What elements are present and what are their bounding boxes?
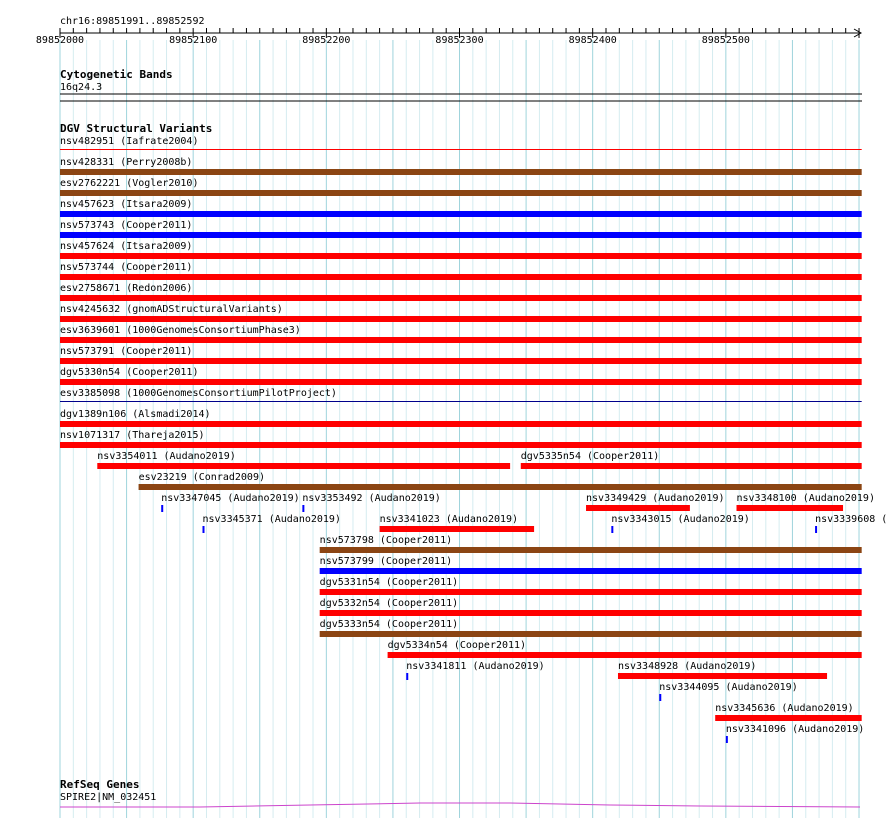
dgv-feature-bar xyxy=(60,253,862,259)
dgv-feature-label: dgv5331n54 (Cooper2011) xyxy=(319,577,459,588)
dgv-feature-bar xyxy=(60,401,862,402)
ruler-tick-label: 89852000 xyxy=(35,35,85,46)
dgv-feature-bar xyxy=(380,526,534,532)
dgv-feature[interactable] xyxy=(521,451,862,469)
dgv-feature-label: nsv3348928 (Audano2019) xyxy=(617,661,757,672)
dgv-feature-bar xyxy=(659,694,661,701)
dgv-feature[interactable] xyxy=(715,703,861,721)
dgv-feature-label: nsv3348100 (Audano2019) xyxy=(736,493,875,504)
dgv-feature-bar xyxy=(815,526,817,533)
dgv-feature-bar xyxy=(161,505,163,512)
track-title-cytogenetic-bands: Cytogenetic Bands xyxy=(60,68,173,81)
dgv-feature-bar xyxy=(97,463,510,469)
dgv-feature-bar xyxy=(139,484,862,490)
ruler-tick-label: 89852100 xyxy=(169,35,218,46)
dgv-feature-bar xyxy=(586,505,690,511)
dgv-feature[interactable] xyxy=(726,724,864,743)
dgv-feature-bar xyxy=(406,673,408,680)
dgv-feature-bar xyxy=(60,316,862,322)
dgv-feature-label: esv2758671 (Redon2006) xyxy=(60,283,193,294)
dgv-feature-label: nsv3354011 (Audano2019) xyxy=(97,451,236,462)
dgv-feature-bar xyxy=(388,652,862,658)
dgv-feature-bar xyxy=(320,610,862,616)
dgv-feature[interactable] xyxy=(60,346,862,364)
dgv-feature[interactable] xyxy=(97,451,510,469)
dgv-feature[interactable] xyxy=(60,178,862,196)
dgv-feature[interactable] xyxy=(320,556,862,574)
dgv-features xyxy=(60,136,887,743)
dgv-feature[interactable] xyxy=(302,493,440,512)
dgv-feature-bar xyxy=(60,149,862,150)
dgv-feature[interactable] xyxy=(60,199,862,217)
dgv-feature[interactable] xyxy=(60,430,862,448)
dgv-feature-bar xyxy=(60,211,862,217)
dgv-feature-bar xyxy=(60,232,862,238)
ruler-tick-label: 89852300 xyxy=(435,35,484,46)
dgv-feature-bar xyxy=(715,715,861,721)
dgv-feature-bar xyxy=(60,358,862,364)
dgv-feature-label: nsv3349429 (Audano2019) xyxy=(586,493,725,504)
dgv-feature-bar xyxy=(618,673,827,679)
dgv-feature-label: nsv3341023 (Audano2019) xyxy=(379,514,519,525)
dgv-feature-bar xyxy=(202,526,204,533)
gene-label: SPIRE2|NM_032451 xyxy=(60,792,157,803)
dgv-feature[interactable] xyxy=(815,514,887,533)
dgv-feature-label: dgv5330n54 (Cooper2011) xyxy=(60,367,199,378)
dgv-feature-label: esv23219 (Conrad2009) xyxy=(138,472,266,483)
dgv-feature-label: nsv1071317 (Thareja2015) xyxy=(60,430,205,441)
dgv-feature[interactable] xyxy=(320,535,862,553)
dgv-feature-bar xyxy=(60,295,862,301)
dgv-feature[interactable] xyxy=(60,241,862,259)
dgv-structural-variants-track[interactable] xyxy=(60,122,887,743)
dgv-feature-label: dgv5333n54 (Cooper2011) xyxy=(319,619,459,630)
dgv-feature-label: nsv457623 (Itsara2009) xyxy=(60,199,193,210)
dgv-feature-label: dgv1389n106 (Alsmadi2014) xyxy=(60,409,211,420)
dgv-feature-bar xyxy=(60,337,862,343)
dgv-feature-bar xyxy=(320,631,862,637)
dgv-feature[interactable] xyxy=(60,220,862,238)
dgv-feature[interactable] xyxy=(60,157,862,175)
dgv-feature[interactable] xyxy=(380,514,534,532)
dgv-feature-label: nsv3343015 (Audano2019) xyxy=(611,514,750,525)
dgv-feature-label: nsv3353492 (Audano2019) xyxy=(302,493,441,504)
dgv-feature-bar xyxy=(521,463,862,469)
dgv-feature[interactable] xyxy=(320,598,862,616)
track-title-refseq: RefSeq Genes xyxy=(60,778,140,791)
dgv-feature-bar xyxy=(320,547,862,553)
dgv-feature-bar xyxy=(60,190,862,196)
dgv-feature-label: nsv3345371 (Audano2019) xyxy=(202,514,341,525)
dgv-feature-label: nsv3339608 ( xyxy=(815,514,888,525)
dgv-feature-bar xyxy=(611,526,613,533)
dgv-feature[interactable] xyxy=(659,682,797,701)
dgv-feature[interactable] xyxy=(60,262,862,280)
dgv-feature-bar xyxy=(726,736,728,743)
dgv-feature-label: esv2762221 (Vogler2010) xyxy=(60,178,199,189)
location-label: chr16:89851991..89852592 xyxy=(60,16,205,27)
dgv-feature[interactable] xyxy=(202,514,340,533)
track-title-dgv: DGV Structural Variants xyxy=(60,122,213,135)
dgv-feature[interactable] xyxy=(60,409,862,427)
dgv-feature-label: esv3385098 (1000GenomesConsortiumPilotProject) xyxy=(60,388,337,399)
dgv-feature-label: nsv573744 (Cooper2011) xyxy=(60,262,193,273)
dgv-feature[interactable] xyxy=(320,619,862,637)
dgv-feature-label: nsv3345636 (Audano2019) xyxy=(715,703,854,714)
dgv-feature-label: nsv4245632 (gnomADStructuralVariants) xyxy=(60,304,283,315)
dgv-feature-label: nsv3341096 (Audano2019) xyxy=(725,724,865,735)
dgv-feature[interactable] xyxy=(406,661,544,680)
dgv-feature[interactable] xyxy=(586,493,724,511)
dgv-feature-bar xyxy=(320,589,862,595)
dgv-feature-bar xyxy=(320,568,862,574)
dgv-feature-label: dgv5335n54 (Cooper2011) xyxy=(520,451,660,462)
dgv-feature[interactable] xyxy=(60,367,862,385)
dgv-feature-label: nsv573743 (Cooper2011) xyxy=(60,220,193,231)
ruler-ticks xyxy=(36,28,859,46)
ruler-tick-label: 89852400 xyxy=(568,35,617,46)
dgv-feature-label: nsv573798 (Cooper2011) xyxy=(319,535,453,546)
dgv-feature-bar xyxy=(737,505,844,511)
dgv-feature-label: nsv3347045 (Audano2019) xyxy=(161,493,300,504)
dgv-feature-label: nsv573799 (Cooper2011) xyxy=(319,556,453,567)
dgv-feature-bar xyxy=(60,169,862,175)
dgv-feature[interactable] xyxy=(60,283,862,301)
dgv-feature-label: nsv3344095 (Audano2019) xyxy=(659,682,798,693)
dgv-feature[interactable] xyxy=(320,577,862,595)
dgv-feature[interactable] xyxy=(737,493,875,511)
dgv-feature-bar xyxy=(60,379,862,385)
dgv-feature-label: nsv428331 (Perry2008b) xyxy=(60,157,193,168)
dgv-feature[interactable] xyxy=(139,472,862,490)
ruler-tick-label: 89852500 xyxy=(701,35,750,46)
dgv-feature-label: nsv3341811 (Audano2019) xyxy=(406,661,545,672)
dgv-feature[interactable] xyxy=(388,640,862,658)
coordinate-ruler[interactable] xyxy=(36,16,861,46)
dgv-feature-bar xyxy=(60,274,862,280)
dgv-feature[interactable] xyxy=(60,304,862,322)
dgv-feature-label: dgv5332n54 (Cooper2011) xyxy=(319,598,459,609)
dgv-feature-bar xyxy=(60,421,862,427)
dgv-feature[interactable] xyxy=(611,514,749,533)
dgv-feature-label: nsv482951 (Iafrate2004) xyxy=(60,136,199,147)
dgv-feature[interactable] xyxy=(161,493,299,512)
dgv-feature-bar xyxy=(302,505,304,512)
dgv-feature[interactable] xyxy=(60,325,862,343)
cytoband-label: 16q24.3 xyxy=(60,82,103,93)
dgv-feature-label: dgv5334n54 (Cooper2011) xyxy=(387,640,527,651)
dgv-feature-label: esv3639601 (1000GenomesConsortiumPhase3) xyxy=(60,325,301,336)
dgv-feature-label: nsv457624 (Itsara2009) xyxy=(60,241,193,252)
dgv-feature[interactable] xyxy=(618,661,827,679)
dgv-feature-label: nsv573791 (Cooper2011) xyxy=(60,346,193,357)
ruler-tick-label: 89852200 xyxy=(302,35,351,46)
dgv-feature-bar xyxy=(60,442,862,448)
